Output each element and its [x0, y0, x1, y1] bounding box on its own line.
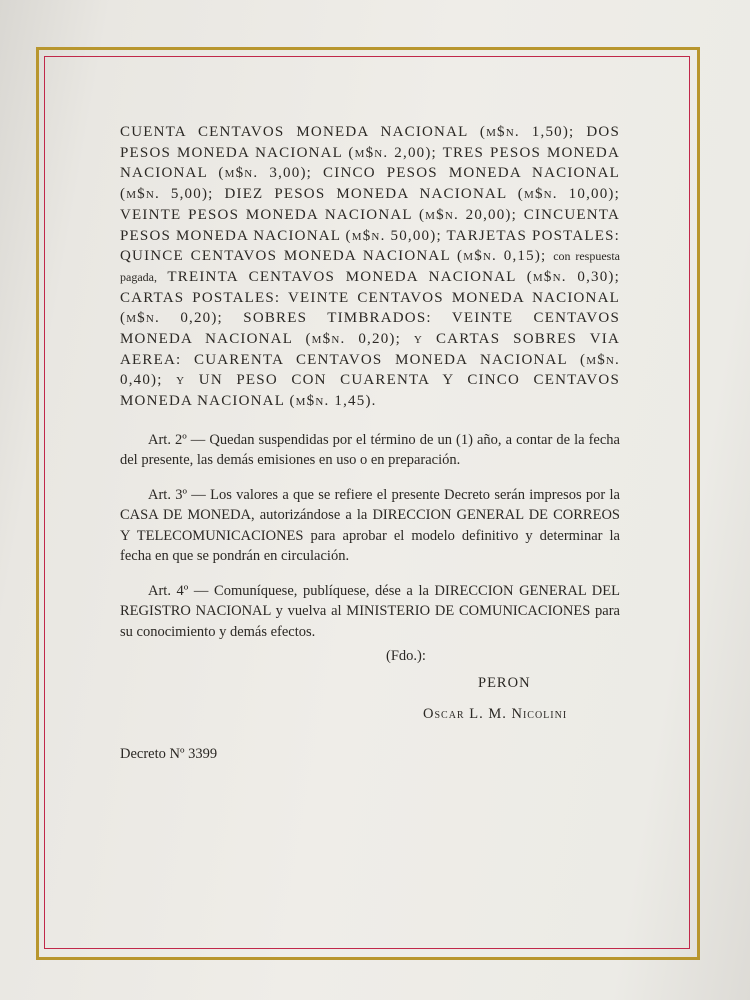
signature-nicolini: Oscar L. M. Nicolini [423, 706, 568, 722]
article-4: Art. 4º — Comuníquese, publíquese, dése a la DIRECCION GENERAL DEL REGISTRO NACIONAL y vuelva al MINISTERIO DE COMUNICACIONES para su conocimiento y demás efectos. [120, 582, 620, 640]
decree-number: Decreto Nº 3399 [120, 746, 218, 762]
values-paragraph [120, 122, 620, 412]
signature-fdo: (Fdo.): [386, 648, 426, 664]
values-text-lowercase: con respuesta pagada, [120, 249, 621, 284]
document-body [120, 122, 620, 642]
article-3: Art. 3º — Los valores a que se refiere el presente Decreto serán impresos por la CASA DE MONEDA, autorizándose a la DIRECCION GENERAL DE CORREOS Y TELECOMUNICACIONES para aprobar el modelo definitivo y determinar la fecha en que se pondrán en circulación. [120, 486, 620, 565]
signature-peron: PERON [478, 675, 531, 691]
values-text: CUENTA CENTAVOS MONEDA NACIONAL (m$n. 1,50); DOS PESOS MONEDA NACIONAL (m$n. 2,00); TRES PESOS MONEDA NACIONAL (m$n. 3,00); CINCO PESOS MONEDA NACIONAL (m$n. 5,00); DIEZ PESOS MONEDA NACIONAL (m$n. 10,00); VEINTE PESOS MONEDA NACIONAL (m$n. 20,00); CINCUENTA PESOS MONEDA NACIONAL (m$n. 50,00); TARJETAS POSTALES: QUINCE CENTAVOS MONEDA NACIONAL (m$n. 0,15); [120, 124, 620, 265]
values-text-continued: TREINTA CENTAVOS MONEDA NACIONAL (m$n. 0,30); CARTAS POSTALES: VEINTE CENTAVOS MONEDA NACIONAL (m$n. 0,20); SOBRES TIMBRADOS: VEINTE CENTAVOS MONEDA NACIONAL (m$n. 0,20); y CARTAS SOBRES VIA AEREA: CUARENTA CENTAVOS MONEDA NACIONAL (m$n. 0,40); y UN PESO CON CUARENTA Y CINCO CENTAVOS MONEDA NACIONAL (m$n. 1,45). [120, 268, 620, 410]
article-2: Art. 2º — Quedan suspendidas por el término de un (1) año, a contar de la fecha del presente, las demás emisiones en uso o en preparación. [120, 431, 620, 469]
